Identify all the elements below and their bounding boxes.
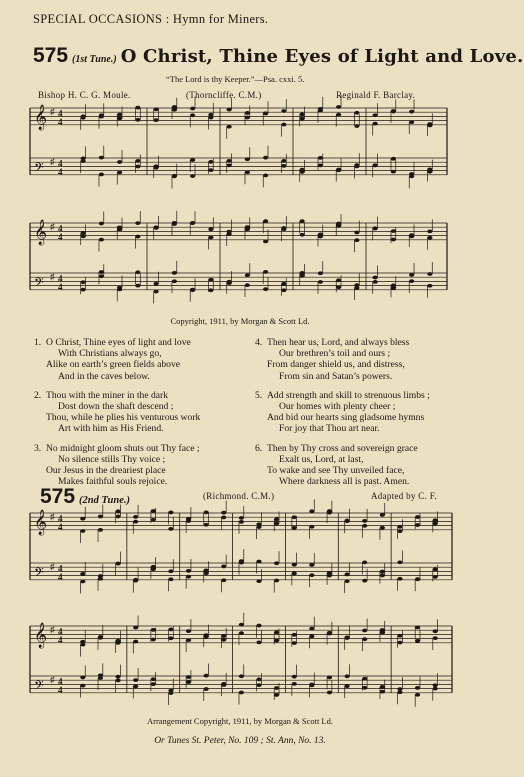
hymn2-composer: Adapted by C. F. — [371, 491, 437, 501]
verse-line: Thou, while he plies his venturous work — [46, 412, 201, 424]
verse-line: With Christians always go, — [58, 348, 162, 360]
verse-line: Makes faithful souls rejoice. — [58, 476, 168, 488]
svg-text:♯: ♯ — [50, 561, 55, 572]
hymn1-author: Bishop H. C. G. Moule. — [38, 90, 131, 100]
svg-text:𝄞: 𝄞 — [34, 509, 48, 535]
verse-stanza — [34, 443, 244, 488]
verse-number: 3. — [34, 442, 42, 454]
svg-text:♯: ♯ — [50, 674, 55, 685]
hymn2-system-2 — [26, 618, 456, 713]
verse-line: 5. Add strength and skill to strenuous limbs ; — [255, 389, 430, 401]
svg-text:♯: ♯ — [50, 271, 55, 282]
svg-text:4: 4 — [58, 231, 63, 242]
verse-stanza — [34, 337, 244, 382]
verse-line: From danger shield us, and distress, — [267, 359, 405, 371]
svg-text:4: 4 — [58, 223, 63, 234]
hymn1-epigraph: “The Lord is thy Keeper.”—Psa. cxxi. 5. — [166, 74, 305, 84]
other-tunes: Or Tunes St. Peter, No. 109 ; St. Ann, No. 13. — [154, 736, 326, 746]
hymn1-title-line — [33, 44, 524, 68]
verse-number: 1. — [34, 337, 42, 348]
verse-line: For joy that Thou art near. — [279, 423, 380, 435]
verse-number: 6. — [255, 442, 263, 454]
page-header: SPECIAL OCCASIONS : Hymn for Miners. — [33, 12, 269, 26]
hymn1-copyright: Copyright, 1911, by Morgan & Scott Ld. — [170, 316, 310, 326]
verses-left — [34, 337, 244, 495]
svg-text:4: 4 — [58, 676, 63, 687]
verse-stanza — [255, 337, 470, 382]
verse-stanza — [255, 390, 470, 435]
svg-text:𝄞: 𝄞 — [34, 622, 48, 648]
svg-text:𝄞: 𝄞 — [34, 219, 48, 245]
verse-number: 4. — [255, 337, 263, 348]
hymn2-system-1 — [26, 505, 456, 600]
svg-text:𝄢: 𝄢 — [34, 677, 44, 696]
svg-text:4: 4 — [58, 626, 63, 637]
verse-line: Dost down the shaft descend ; — [58, 401, 174, 413]
verse-line: 3. No midnight gloom shuts out Thy face ; — [34, 442, 200, 454]
hymn1-number: 575 — [33, 44, 69, 67]
verse-stanza — [34, 390, 244, 435]
svg-text:4: 4 — [58, 684, 63, 695]
svg-text:𝄞: 𝄞 — [34, 104, 48, 130]
verses-right — [255, 337, 470, 495]
hymn2-number: 575 — [40, 485, 76, 508]
verse-line: Our Jesus in the dreariest place — [46, 465, 166, 477]
verse-number: 2. — [34, 389, 42, 401]
svg-text:♯: ♯ — [50, 106, 55, 117]
verse-line: From sin and Satan’s powers. — [279, 370, 393, 382]
svg-text:4: 4 — [58, 166, 63, 177]
verse-line: And bid our hearts sing gladsome hymns — [267, 412, 425, 424]
hymn2-copyright: Arrangement Copyright, 1911, by Morgan & Scott Ld. — [146, 716, 334, 726]
hymn2-tune-label: (2nd Tune.) — [79, 495, 130, 506]
hymn2-tune-name: (Richmond. C.M.) — [203, 491, 275, 501]
verse-line: Art with him as His Friend. — [58, 423, 164, 435]
verse-line: 1. O Christ, Thine eyes of light and love — [34, 337, 191, 348]
verse-number: 5. — [255, 389, 263, 401]
verse-line: No silence stills Thy voice ; — [58, 453, 166, 465]
svg-text:4: 4 — [58, 273, 63, 284]
verse-line: 4. Then hear us, Lord, and always bless — [255, 337, 410, 348]
svg-text:4: 4 — [58, 281, 63, 292]
svg-text:♯: ♯ — [50, 511, 55, 522]
svg-text:4: 4 — [58, 158, 63, 169]
svg-text:𝄢: 𝄢 — [34, 564, 44, 583]
svg-text:♯: ♯ — [50, 624, 55, 635]
verse-line: Alike on earth’s green fields above — [46, 359, 180, 371]
hymn1-title: O Christ, Thine Eyes of Light and Love. — [120, 46, 524, 67]
svg-text:4: 4 — [58, 634, 63, 645]
svg-text:4: 4 — [58, 513, 63, 524]
verse-line: Exalt us, Lord, at last, — [279, 453, 364, 465]
svg-text:4: 4 — [58, 571, 63, 582]
verse-stanza — [255, 443, 470, 488]
verse-line: And in the caves below. — [58, 370, 150, 382]
svg-text:4: 4 — [58, 521, 63, 532]
verse-line: Our brethren’s toil and ours ; — [279, 348, 391, 360]
svg-text:♯: ♯ — [50, 156, 55, 167]
hymn1-system-2 — [26, 215, 451, 310]
verse-line: 2. Thou with the miner in the dark — [34, 389, 169, 401]
hymn1-tune-label: (1st Tune.) — [72, 54, 117, 65]
svg-text:𝄢: 𝄢 — [34, 159, 44, 178]
verse-line: Where darkness all is past. Amen. — [279, 476, 410, 488]
hymn1-composer: Reginald F. Barclay. — [336, 90, 416, 100]
verse-line: 6. Then by Thy cross and sovereign grace — [255, 442, 418, 454]
svg-text:4: 4 — [58, 108, 63, 119]
verse-line: To wake and see Thy unveiled face, — [267, 465, 405, 477]
svg-text:♯: ♯ — [50, 221, 55, 232]
svg-text:4: 4 — [58, 116, 63, 127]
verse-line: Our homes with plenty cheer ; — [279, 401, 396, 413]
hymn1-system-1 — [26, 100, 451, 195]
hymn1-tune-name: (Thorncliffe. C.M.) — [186, 90, 262, 100]
svg-text:𝄢: 𝄢 — [34, 274, 44, 293]
svg-text:4: 4 — [58, 563, 63, 574]
